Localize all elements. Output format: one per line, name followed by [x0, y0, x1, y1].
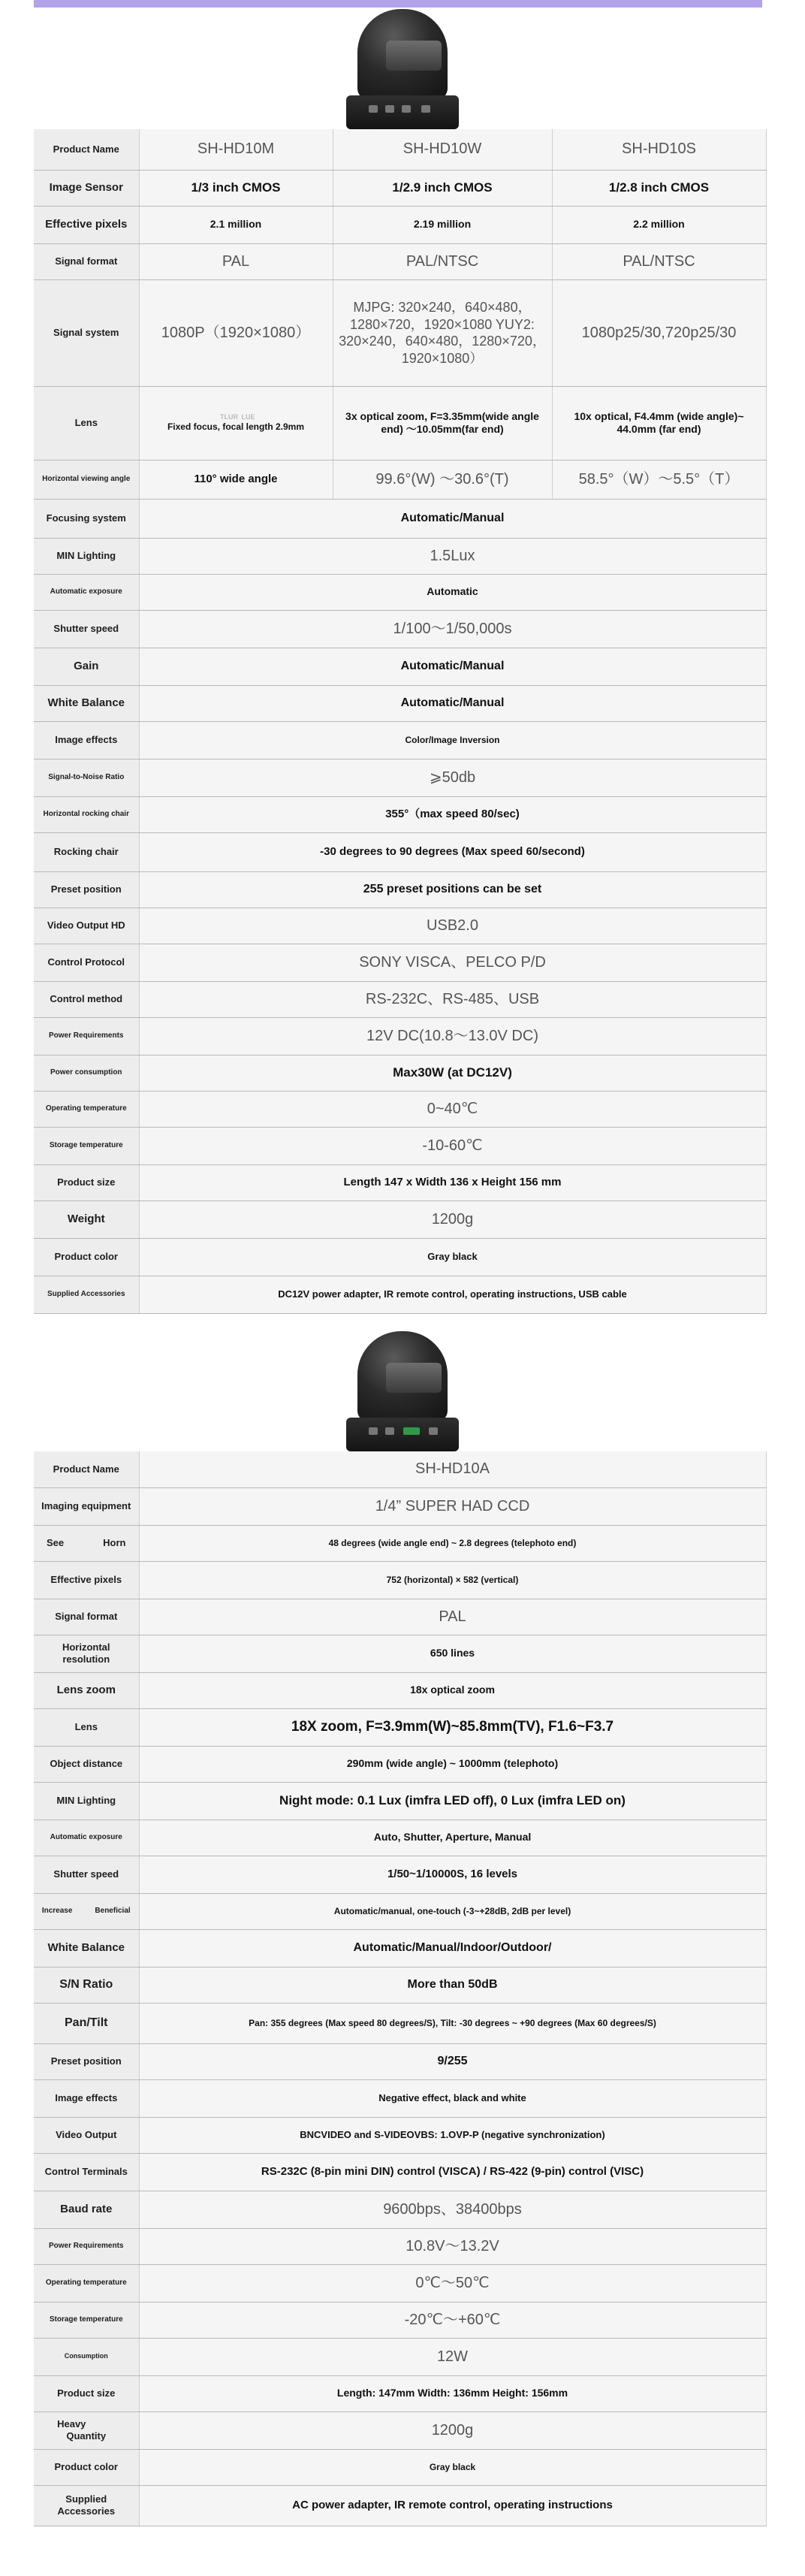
cell-value: 58.5°（W）～5.5°（T） [552, 460, 766, 499]
row-label: Image Sensor [34, 170, 139, 206]
row-label: Video Output [34, 2117, 139, 2153]
table-row [34, 2079, 766, 2117]
cell-value: USB2.0 [139, 907, 766, 944]
row-label: Power consumption [34, 1055, 139, 1091]
camera-image-1 [0, 9, 805, 129]
cell-value: MJPG: 320×240，640×480，1280×720，1920×1080 YUY2: 320×240，640×480，1280×720，1920×1080） [333, 279, 552, 386]
row-label: Video Output HD [34, 907, 139, 944]
cell-value: 9/255 [139, 2043, 766, 2079]
cell-value: 2.2 million [552, 206, 766, 243]
cell-value: 1/50~1/10000S, 16 levels [139, 1856, 766, 1893]
cell-value: -20℃～+60℃ [139, 2302, 766, 2338]
row-label: Gain [34, 648, 139, 685]
top-accent-strip [34, 0, 762, 8]
table-row [34, 2264, 766, 2302]
row-label: MIN Lighting [34, 538, 139, 574]
row-label: Image effects [34, 2079, 139, 2117]
table-row [34, 1635, 766, 1672]
cell-value: 2.19 million [333, 206, 552, 243]
row-label: Signal format [34, 243, 139, 279]
table-row [34, 1017, 766, 1055]
cell-value: Automatic/Manual [139, 499, 766, 538]
table-row [34, 1451, 766, 1487]
row-label: Control method [34, 981, 139, 1017]
cell-value: 0℃～50℃ [139, 2264, 766, 2302]
cell-value: 110° wide angle [139, 460, 333, 499]
row-label: Power Requirements [34, 2228, 139, 2264]
row-label: Operating temperature [34, 1091, 139, 1127]
row-label: Automatic exposure [34, 1820, 139, 1856]
table-row [34, 721, 766, 759]
table-row [34, 907, 766, 944]
row-label: Storage temperature [34, 1127, 139, 1164]
table-row [34, 2411, 766, 2449]
cell-value: 1/100～1/50,000s [139, 610, 766, 648]
table-row [34, 832, 766, 871]
row-label: Lens [34, 386, 139, 460]
cell-value: Pan: 355 degrees (Max speed 80 degrees/S), Tilt: -30 degrees ~ +90 degrees (Max 60 degrees/S) [139, 2003, 766, 2043]
spec-table-1 [34, 129, 767, 1314]
row-label: S/N Ratio [34, 1967, 139, 2003]
table-row [34, 2228, 766, 2264]
table-row [34, 610, 766, 648]
cell-value: Negative effect, black and white [139, 2079, 766, 2117]
table-row [34, 1055, 766, 1091]
cell-value: 1/2.8 inch CMOS [552, 170, 766, 206]
table-row [34, 1091, 766, 1127]
cell-value: 1080p25/30,720p25/30 [552, 279, 766, 386]
table-row [34, 1746, 766, 1782]
row-label: Control Protocol [34, 944, 139, 981]
row-label: Preset position [34, 871, 139, 907]
table-row [34, 170, 766, 206]
row-label: Product color [34, 2449, 139, 2485]
cell-value: 99.6°(W) ～30.6°(T) [333, 460, 552, 499]
camera-image-2 [0, 1331, 805, 1451]
cell-value: RS-232C (8-pin mini DIN) control (VISCA) / RS-422 (9-pin) control (VISC) [139, 2153, 766, 2191]
cell-value: 290mm (wide angle) ~ 1000mm (telephoto) [139, 1746, 766, 1782]
cell-value: 1080P（1920×1080） [139, 279, 333, 386]
row-label: Supplied Accessories [34, 2485, 139, 2526]
table-row [34, 944, 766, 981]
model-name: SH-HD10M [139, 129, 333, 170]
row-label: Power Requirements [34, 1017, 139, 1055]
row-label: Increase Beneficial [34, 1893, 139, 1929]
row-label: Focusing system [34, 499, 139, 538]
table-row [34, 2375, 766, 2411]
table-row [34, 1929, 766, 1967]
cell-value: 3x optical zoom, F=3.35mm(wide angle end) ～10.05mm(far end) [333, 386, 552, 460]
cell-value: Night mode: 0.1 Lux (imfra LED off), 0 Lux (imfra LED on) [139, 1782, 766, 1820]
cell-value: RS-232C、RS-485、USB [139, 981, 766, 1017]
row-label: Pan/Tilt [34, 2003, 139, 2043]
row-label: Shutter speed [34, 610, 139, 648]
model-name: SH-HD10S [552, 129, 766, 170]
cell-value: PAL/NTSC [333, 243, 552, 279]
table-row [34, 1561, 766, 1599]
row-label: Horizontal viewing angle [34, 460, 139, 499]
table-row [34, 1525, 766, 1561]
cell-value: 48 degrees (wide angle end) ~ 2.8 degrees (telephoto end) [139, 1525, 766, 1561]
table-row [34, 2449, 766, 2485]
table-row [34, 129, 766, 170]
row-label: Rocking chair [34, 832, 139, 871]
table-row [34, 1200, 766, 1238]
cell-value: SH-HD10A [139, 1451, 766, 1487]
cell-value: Automatic/Manual [139, 648, 766, 685]
cell-value: PAL/NTSC [552, 243, 766, 279]
table-row [34, 279, 766, 386]
table-row [34, 1820, 766, 1856]
row-label: Product color [34, 1238, 139, 1276]
table-row [34, 1164, 766, 1200]
lens-text: Fixed focus, focal length 2.9mm [167, 421, 305, 433]
table-row [34, 2191, 766, 2228]
table-row [34, 1672, 766, 1708]
faded-text: TLUR LUE [216, 412, 255, 421]
table-row [34, 1238, 766, 1276]
cell-value: BNCVIDEO and S-VIDEOVBS: 1.OVP-P (negative synchronization) [139, 2117, 766, 2153]
cell-value: 650 lines [139, 1635, 766, 1672]
cell-value: Automatic/Manual/Indoor/Outdoor/ [139, 1929, 766, 1967]
table-row [34, 648, 766, 685]
spec-table-2 [34, 1451, 767, 2526]
table-row [34, 1856, 766, 1893]
table-row [34, 2485, 766, 2526]
table-row [34, 538, 766, 574]
row-label: Consumption [34, 2338, 139, 2375]
row-label: Signal-to-Noise Ratio [34, 759, 139, 796]
table-row [34, 981, 766, 1017]
cell-value: Max30W (at DC12V) [139, 1055, 766, 1091]
row-label: Operating temperature [34, 2264, 139, 2302]
row-label: Signal format [34, 1599, 139, 1635]
cell-value: 12V DC(10.8～13.0V DC) [139, 1017, 766, 1055]
cell-value: 2.1 million [139, 206, 333, 243]
table-row [34, 1782, 766, 1820]
row-label: Object distance [34, 1746, 139, 1782]
cell-value: Gray black [139, 2449, 766, 2485]
table-row [34, 574, 766, 610]
row-label: White Balance [34, 1929, 139, 1967]
row-label: Lens zoom [34, 1672, 139, 1708]
table-row [34, 1599, 766, 1635]
cell-value: Automatic/Manual [139, 685, 766, 721]
cell-value: 255 preset positions can be set [139, 871, 766, 907]
row-label: Effective pixels [34, 1561, 139, 1599]
cell-value: Automatic/manual, one-touch (-3~+28dB, 2dB per level) [139, 1893, 766, 1929]
table-row [34, 1127, 766, 1164]
cell-value: 1200g [139, 2411, 766, 2449]
cell-value: Length 147 x Width 136 x Height 156 mm [139, 1164, 766, 1200]
table-row [34, 243, 766, 279]
cell-value: Length: 147mm Width: 136mm Height: 156mm [139, 2375, 766, 2411]
cell-value: -30 degrees to 90 degrees (Max speed 60/second) [139, 832, 766, 871]
row-label: Automatic exposure [34, 574, 139, 610]
row-label: Horizontal resolution [34, 1635, 139, 1672]
table-row [34, 2003, 766, 2043]
table-row [34, 2043, 766, 2079]
table-row [34, 685, 766, 721]
row-label: Supplied Accessories [34, 1276, 139, 1313]
row-label: See Horn [34, 1525, 139, 1561]
table-row [34, 460, 766, 499]
cell-value: 1/3 inch CMOS [139, 170, 333, 206]
table-row [34, 2302, 766, 2338]
row-label: Horizontal rocking chair [34, 796, 139, 832]
row-label: Control Terminals [34, 2153, 139, 2191]
table-row [34, 499, 766, 538]
table-row [34, 759, 766, 796]
table-row [34, 2117, 766, 2153]
cell-value [139, 386, 333, 460]
table-row [34, 2338, 766, 2375]
table-row [34, 386, 766, 460]
table-row [34, 1708, 766, 1746]
row-label: MIN Lighting [34, 1782, 139, 1820]
cell-value: 0~40℃ [139, 1091, 766, 1127]
cell-value: -10-60℃ [139, 1127, 766, 1164]
cell-value: More than 50dB [139, 1967, 766, 2003]
row-label: Effective pixels [34, 206, 139, 243]
table-row [34, 1487, 766, 1525]
cell-value: AC power adapter, IR remote control, operating instructions [139, 2485, 766, 2526]
row-label: Imaging equipment [34, 1487, 139, 1525]
cell-value: 355°（max speed 80/sec) [139, 796, 766, 832]
cell-value: DC12V power adapter, IR remote control, operating instructions, USB cable [139, 1276, 766, 1313]
cell-value: PAL [139, 1599, 766, 1635]
cell-value: Automatic [139, 574, 766, 610]
cell-value: Color/Image Inversion [139, 721, 766, 759]
cell-value: 12W [139, 2338, 766, 2375]
row-label: Product size [34, 1164, 139, 1200]
cell-value: Auto, Shutter, Aperture, Manual [139, 1820, 766, 1856]
cell-value: 1/2.9 inch CMOS [333, 170, 552, 206]
row-label: Image effects [34, 721, 139, 759]
cell-value: 1200g [139, 1200, 766, 1238]
row-label: Heavy Quantity [34, 2411, 139, 2449]
table-row [34, 1893, 766, 1929]
row-label: Product Name [34, 129, 139, 170]
cell-value: 18X zoom, F=3.9mm(W)~85.8mm(TV), F1.6~F3.7 [139, 1708, 766, 1746]
cell-value: ⩾50db [139, 759, 766, 796]
table-row [34, 2153, 766, 2191]
cell-value: 1.5Lux [139, 538, 766, 574]
cell-value: 1/4” SUPER HAD CCD [139, 1487, 766, 1525]
row-label: Product size [34, 2375, 139, 2411]
cell-value: 10x optical, F4.4mm (wide angle)~ 44.0mm (far end) [552, 386, 766, 460]
cell-value: 10.8V～13.2V [139, 2228, 766, 2264]
cell-value: PAL [139, 243, 333, 279]
cell-value: Gray black [139, 1238, 766, 1276]
row-label: White Balance [34, 685, 139, 721]
table-row [34, 871, 766, 907]
table-row [34, 1276, 766, 1313]
row-label: Product Name [34, 1451, 139, 1487]
cell-value: SONY VISCA、PELCO P/D [139, 944, 766, 981]
table-row [34, 1967, 766, 2003]
row-label: Storage temperature [34, 2302, 139, 2338]
row-label: Baud rate [34, 2191, 139, 2228]
row-label: Lens [34, 1708, 139, 1746]
cell-value: 752 (horizontal) × 582 (vertical) [139, 1561, 766, 1599]
model-name: SH-HD10W [333, 129, 552, 170]
table-row [34, 206, 766, 243]
row-label: Weight [34, 1200, 139, 1238]
cell-value: 18x optical zoom [139, 1672, 766, 1708]
row-label: Shutter speed [34, 1856, 139, 1893]
row-label: Preset position [34, 2043, 139, 2079]
row-label: Signal system [34, 279, 139, 386]
cell-value: 9600bps、38400bps [139, 2191, 766, 2228]
table-row [34, 796, 766, 832]
